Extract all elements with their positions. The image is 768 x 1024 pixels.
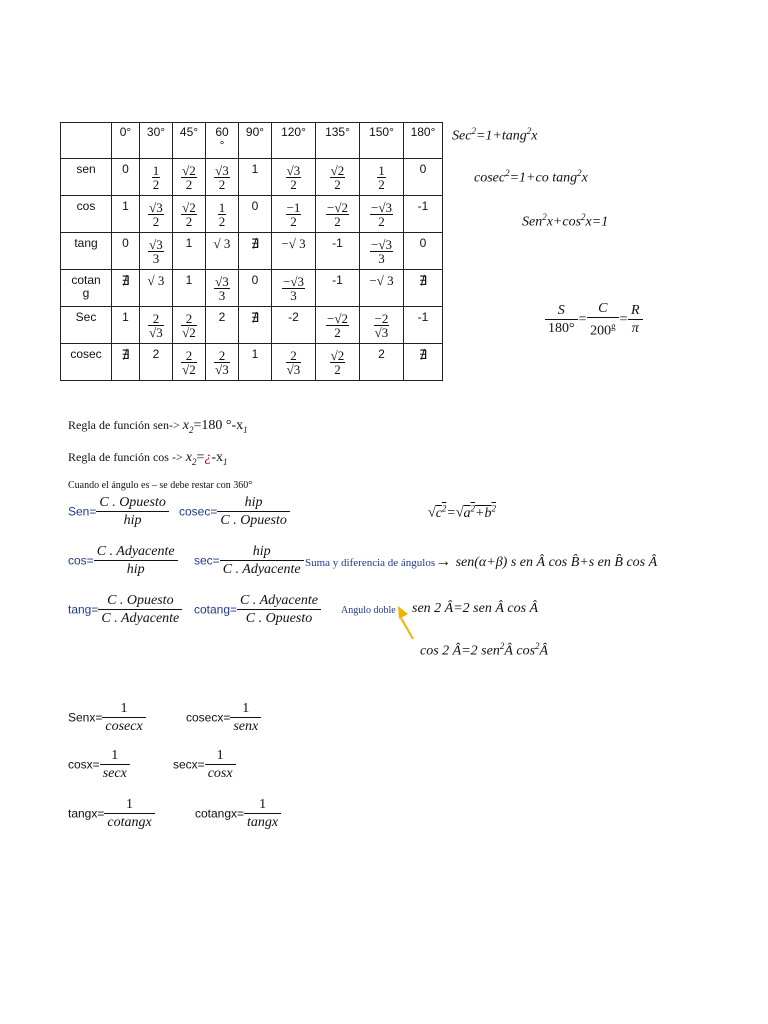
- table-cell: [316, 196, 360, 233]
- table-header-cell: 90°: [239, 123, 272, 159]
- row-label: cosec: [61, 344, 112, 381]
- double-angle-cos: cos 2 Â=2 sen$^2$Â $\cos^2Â$: [420, 641, 549, 659]
- table-cell: 0: [239, 270, 272, 307]
- table-cell: ∄: [112, 270, 140, 307]
- table-cell: [360, 233, 404, 270]
- table-cell: -2: [272, 307, 316, 344]
- fraction: $\frac{-1}{2}$: [286, 199, 301, 229]
- fraction: $\frac{-√3}{2}$: [371, 199, 392, 229]
- table-cell: [206, 196, 239, 233]
- table-header-cell: 45°: [173, 123, 206, 159]
- fraction: $\frac{2}{√3}$: [149, 310, 163, 340]
- table-cell: [140, 196, 173, 233]
- fraction: $\frac{√3}{2}$: [286, 162, 301, 192]
- table-cell: √ 3: [206, 233, 239, 270]
- row-label: cos: [61, 196, 112, 233]
- fraction: $\frac{1}{2}$: [378, 162, 385, 192]
- angle-conversion-formula: $\frac{S}{180^\circ}$ = $\frac{C}{200^g}$ = $\frac{R}{\pi}$: [545, 300, 643, 340]
- table-cell: [272, 196, 316, 233]
- table-cell: 0: [239, 196, 272, 233]
- table-cell: −√ 3: [272, 233, 316, 270]
- double-angle-label: Angulo doble: [341, 605, 396, 616]
- table-cell: [206, 344, 239, 381]
- fraction: $\frac{1}{2}$: [218, 199, 226, 229]
- fraction: $\frac{√3}{2}$: [215, 162, 229, 192]
- table-header-cell: [61, 123, 112, 159]
- sen-ratio: Sen= C . Opuesto hip: [68, 494, 169, 529]
- fraction: $\frac{√2}{2}$: [330, 347, 345, 377]
- fraction: $\frac{√3}{2}$: [149, 199, 163, 229]
- table-cell: 1: [173, 233, 206, 270]
- cotang-ratio: cotang= C . Adyacente C . Opuesto: [194, 592, 321, 627]
- table-cell: −√ 3: [360, 270, 404, 307]
- table-cell: 2: [206, 307, 239, 344]
- table-row: [61, 270, 443, 307]
- fraction: $\frac{2}{√2}$: [182, 347, 196, 377]
- table-cell: ∄: [404, 344, 443, 381]
- table-cell: [316, 344, 360, 381]
- table-header-cell: 120°: [272, 123, 316, 159]
- identity-pythagorean: $Sen^2x+\cos^2x=1$: [522, 212, 609, 230]
- table-cell: [272, 159, 316, 196]
- table-header-cell: 0°: [112, 123, 140, 159]
- tang-ratio: tang= C . Opuesto C . Adyacente: [68, 592, 182, 627]
- table-cell: [140, 307, 173, 344]
- rule-mark: ¿: [204, 450, 212, 465]
- fraction: $\frac{-√3}{3}$: [283, 273, 304, 303]
- table-cell: 1: [112, 196, 140, 233]
- table-cell: [173, 159, 206, 196]
- table-cell: 0: [404, 159, 443, 196]
- table-cell: [360, 159, 404, 196]
- fraction: $\frac{2}{√3}$: [215, 347, 229, 377]
- table-row: [61, 344, 443, 381]
- fraction: $\frac{2}{√3}$: [286, 347, 301, 377]
- table-header-row: [61, 123, 443, 159]
- fraction: $\frac{-2}{√3}$: [374, 310, 389, 340]
- fraction: $\frac{2}{√2}$: [182, 310, 196, 340]
- table-cell: ∄: [239, 233, 272, 270]
- tangx-reciprocal: tangx= 1 cotangx: [68, 796, 155, 831]
- cosx-reciprocal: cosx= 1 secx: [68, 747, 130, 782]
- table-cell: [360, 196, 404, 233]
- pythagorean-root: $√c^2=√a^2+b^2$: [428, 503, 496, 521]
- arrow-right-icon: →: [435, 553, 452, 570]
- double-angle-sen: sen 2 Â=2 sen Â cos Â: [412, 601, 539, 616]
- fraction: $\frac{√2}{2}$: [182, 199, 196, 229]
- fraction: $\frac{√3}{3}$: [215, 273, 229, 303]
- table-cell: [140, 159, 173, 196]
- table-cell: -1: [316, 233, 360, 270]
- table-cell: 2: [140, 344, 173, 381]
- table-cell: [272, 344, 316, 381]
- table-cell: ∄: [239, 307, 272, 344]
- table-cell: [206, 159, 239, 196]
- table-cell: [316, 307, 360, 344]
- table-cell: 2: [360, 344, 404, 381]
- cos-ratio: cos= C . Adyacente hip: [68, 543, 178, 578]
- identity-sec-squared: Sec$^2$=1+tang$^2$x: [452, 126, 538, 144]
- negative-angle-note: Cuando el ángulo es – se debe restar con 360°: [68, 480, 253, 491]
- fraction: $\frac{-√2}{2}$: [327, 199, 348, 229]
- table-cell: -1: [316, 270, 360, 307]
- row-label: sen: [61, 159, 112, 196]
- table-cell: √ 3: [140, 270, 173, 307]
- table-cell: 1: [112, 307, 140, 344]
- table-cell: 0: [404, 233, 443, 270]
- table-cell: ∄: [404, 270, 443, 307]
- table-cell: [206, 270, 239, 307]
- fraction: $\frac{1}{2}$: [152, 162, 160, 192]
- sen-rule: Regla de función $sen-> x_2=180$ $^\circ-x_1$: [68, 418, 248, 435]
- table-cell: 0: [112, 159, 140, 196]
- table-cell: [173, 344, 206, 381]
- table-cell: 1: [173, 270, 206, 307]
- table-row: [61, 307, 443, 344]
- senx-reciprocal: Senx= 1 cosecx: [68, 700, 146, 735]
- table-cell: [316, 159, 360, 196]
- table-row: [61, 159, 443, 196]
- table-header-cell: 30°: [140, 123, 173, 159]
- identity-cosec-squared: cosec$^2$=1+co tang$^2$x: [474, 168, 588, 186]
- table-cell: [140, 233, 173, 270]
- cotangx-reciprocal: cotangx= $\frac{1}{\text{tangx}}$: [195, 796, 281, 831]
- table-cell: ∄: [112, 344, 140, 381]
- fraction: $\frac{-√2}{2}$: [327, 310, 348, 340]
- fraction: $\frac{√2}{2}$: [330, 162, 345, 192]
- table-row: [61, 196, 443, 233]
- cos-rule: Regla de función $\cos -> x_2=¿-x_1$: [68, 450, 228, 467]
- table-header-cell: 135°: [316, 123, 360, 159]
- row-label: Sec: [61, 307, 112, 344]
- fraction: $\frac{√2}{2}$: [182, 162, 196, 192]
- table-cell: [173, 196, 206, 233]
- table-header-cell: 150°: [360, 123, 404, 159]
- fraction: $\frac{√3}{3}$: [149, 236, 163, 266]
- row-label: tang: [61, 233, 112, 270]
- table-row: [61, 233, 443, 270]
- cosecx-reciprocal: cosecx= 1 senx: [186, 700, 261, 735]
- table-cell: -1: [404, 196, 443, 233]
- table-cell: [173, 307, 206, 344]
- table-cell: [272, 270, 316, 307]
- table-cell: 1: [239, 159, 272, 196]
- cosec-ratio: cosec= hip C . Opuesto: [179, 494, 290, 529]
- trig-values-table: [60, 122, 443, 381]
- sec-ratio: sec= hip C . Adyacente: [194, 543, 304, 578]
- table-header-cell: 60 °: [206, 123, 239, 159]
- table-cell: 0: [112, 233, 140, 270]
- fraction: $\frac{-√3}{3}$: [371, 236, 392, 266]
- table-header-cell: 180°: [404, 123, 443, 159]
- table-cell: [360, 307, 404, 344]
- secx-reciprocal: secx= $\frac{1}{\cos x}$: [173, 747, 236, 782]
- table-cell: 1: [239, 344, 272, 381]
- sum-difference: Suma y diferencia de ángulos→ sen(α+β) s en Â cos B̂+s en B̂ cos Â: [305, 553, 658, 570]
- row-label: cotan g: [61, 270, 112, 307]
- table-cell: -1: [404, 307, 443, 344]
